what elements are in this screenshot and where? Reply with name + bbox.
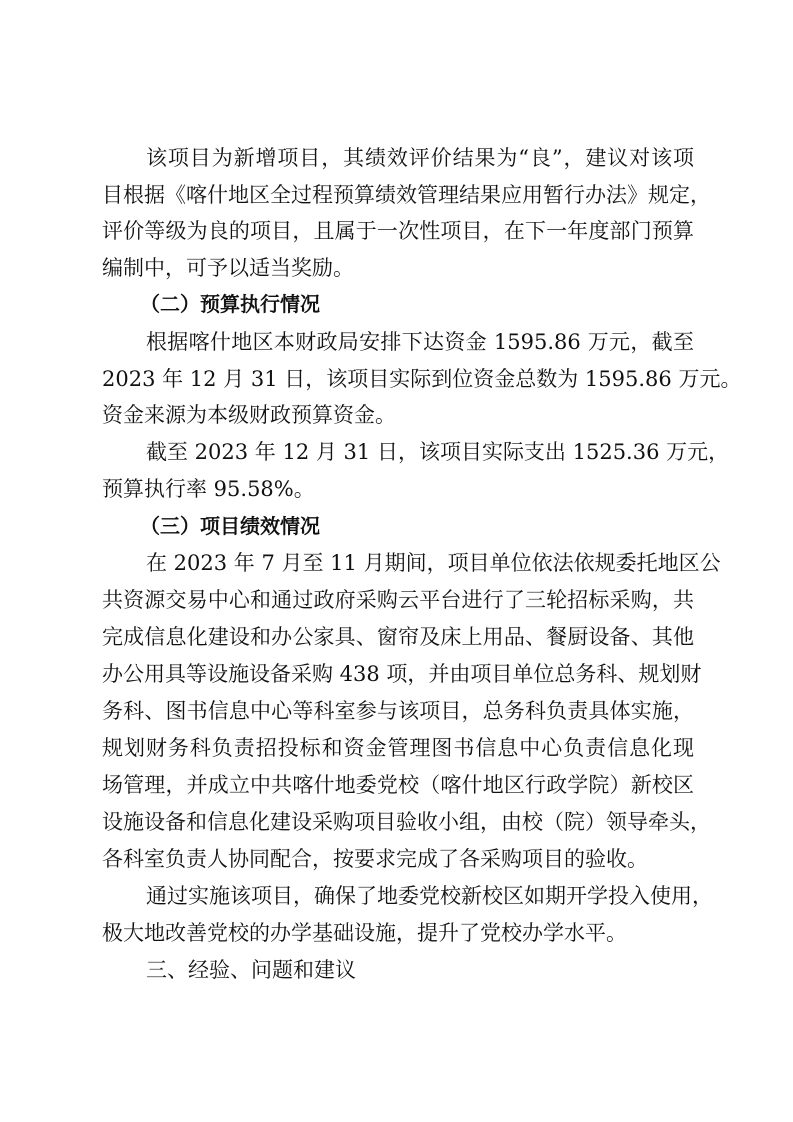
subheading-performance: （三）项目绩效情况 — [140, 514, 320, 538]
paragraph-1-line-1: 该项目为新增项目，其绩效评价结果为“良”，建议对该项 — [146, 146, 694, 170]
paragraph-2-line-1: 根据喀什地区本财政局安排下达资金 1595.86 万元，截至 — [146, 330, 694, 354]
paragraph-4-line-6: 规划财务科负责招投标和资金管理图书信息中心负责信息化现 — [102, 736, 694, 760]
paragraph-2-line-3: 资金来源为本级财政预算资金。 — [102, 403, 396, 427]
paragraph-1-line-2: 目根据《喀什地区全过程预算绩效管理结果应用暂行办法》规定， — [102, 183, 711, 207]
paragraph-4-line-8: 设施设备和信息化建设采购项目验收小组，由校（院）领导牵头， — [102, 810, 711, 834]
subheading-budget-execution: （二）预算执行情况 — [140, 292, 320, 316]
paragraph-3-line-1: 截至 2023 年 12 月 31 日，该项目实际支出 1525.36 万元， — [146, 440, 730, 464]
paragraph-4-line-3: 完成信息化建设和办公家具、窗帘及床上用品、餐厨设备、其他 — [102, 625, 694, 649]
section-heading-experience: 三、经验、问题和建议 — [146, 958, 356, 982]
paragraph-4-line-9: 各科室负责人协同配合，按要求完成了各采购项目的验收。 — [102, 847, 648, 871]
paragraph-4-line-5: 务科、图书信息中心等科室参与该项目，总务科负责具体实施， — [102, 699, 694, 723]
paragraph-4-line-1: 在 2023 年 7 月至 11 月期间，项目单位依法依规委托地区公 — [146, 551, 721, 575]
paragraph-3-line-2: 预算执行率 95.58%。 — [102, 477, 315, 501]
paragraph-5-line-2: 极大地改善党校的办学基础设施，提升了党校办学水平。 — [102, 921, 627, 945]
paragraph-1-line-3: 评价等级为良的项目，且属于一次性项目，在下一年度部门预算 — [102, 219, 694, 243]
paragraph-1-line-4: 编制中，可予以适当奖励。 — [102, 256, 354, 280]
paragraph-4-line-4: 办公用具等设施设备采购 438 项，并由项目单位总务科、规划财 — [102, 662, 702, 686]
paragraph-4-line-2: 共资源交易中心和通过政府采购云平台进行了三轮招标采购，共 — [102, 588, 694, 612]
paragraph-2-line-2: 2023 年 12 月 31 日，该项目实际到位资金总数为 1595.86 万元。 — [102, 367, 742, 391]
paragraph-4-line-7: 场管理，并成立中共喀什地委党校（喀什地区行政学院）新校区 — [102, 773, 694, 797]
paragraph-5-line-1: 通过实施该项目，确保了地委党校新校区如期开学投入使用， — [146, 884, 713, 908]
